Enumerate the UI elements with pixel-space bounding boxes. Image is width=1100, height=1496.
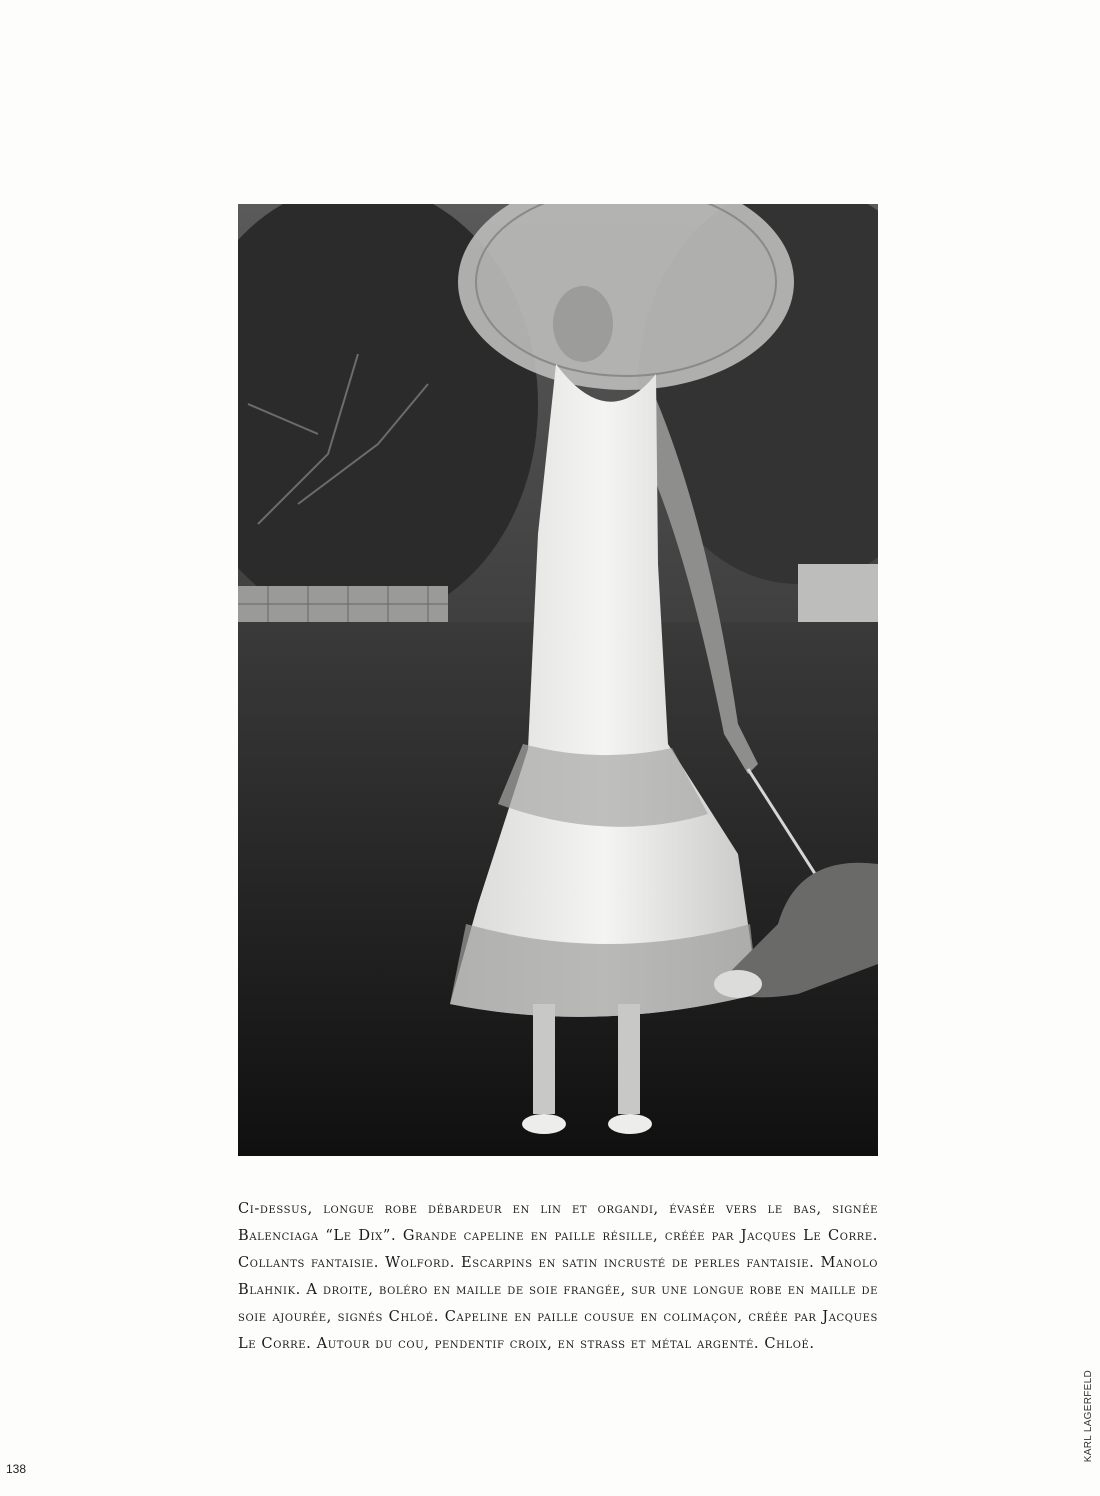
photograph-woman-with-hat-and-dog-icon xyxy=(238,204,878,1156)
photo-caption: Ci-dessus, longue robe débardeur en lin et organdi, évasée vers le bas, signée Balenciaga “Le Dix”. Grande capeline en paille résille, créée par Jacques Le Corre. Collants fantaisie. Wolford. Escarpins en satin incrusté de perles fantaisie. Manolo Blahnik. A droite, boléro en maille de soie frangée, sur une longue robe en maille de soie ajourée, signés Chloé. Capeline en paille cousue en colimaçon, créée par Jacques Le Corre. Autour du cou, pendentif croix, en strass et métal argenté. Chloé. xyxy=(238,1199,878,1352)
page-number: 138 xyxy=(6,1462,27,1476)
photo-credit: KARL LAGERFELD xyxy=(1083,1370,1094,1463)
fashion-photograph xyxy=(238,204,878,1156)
